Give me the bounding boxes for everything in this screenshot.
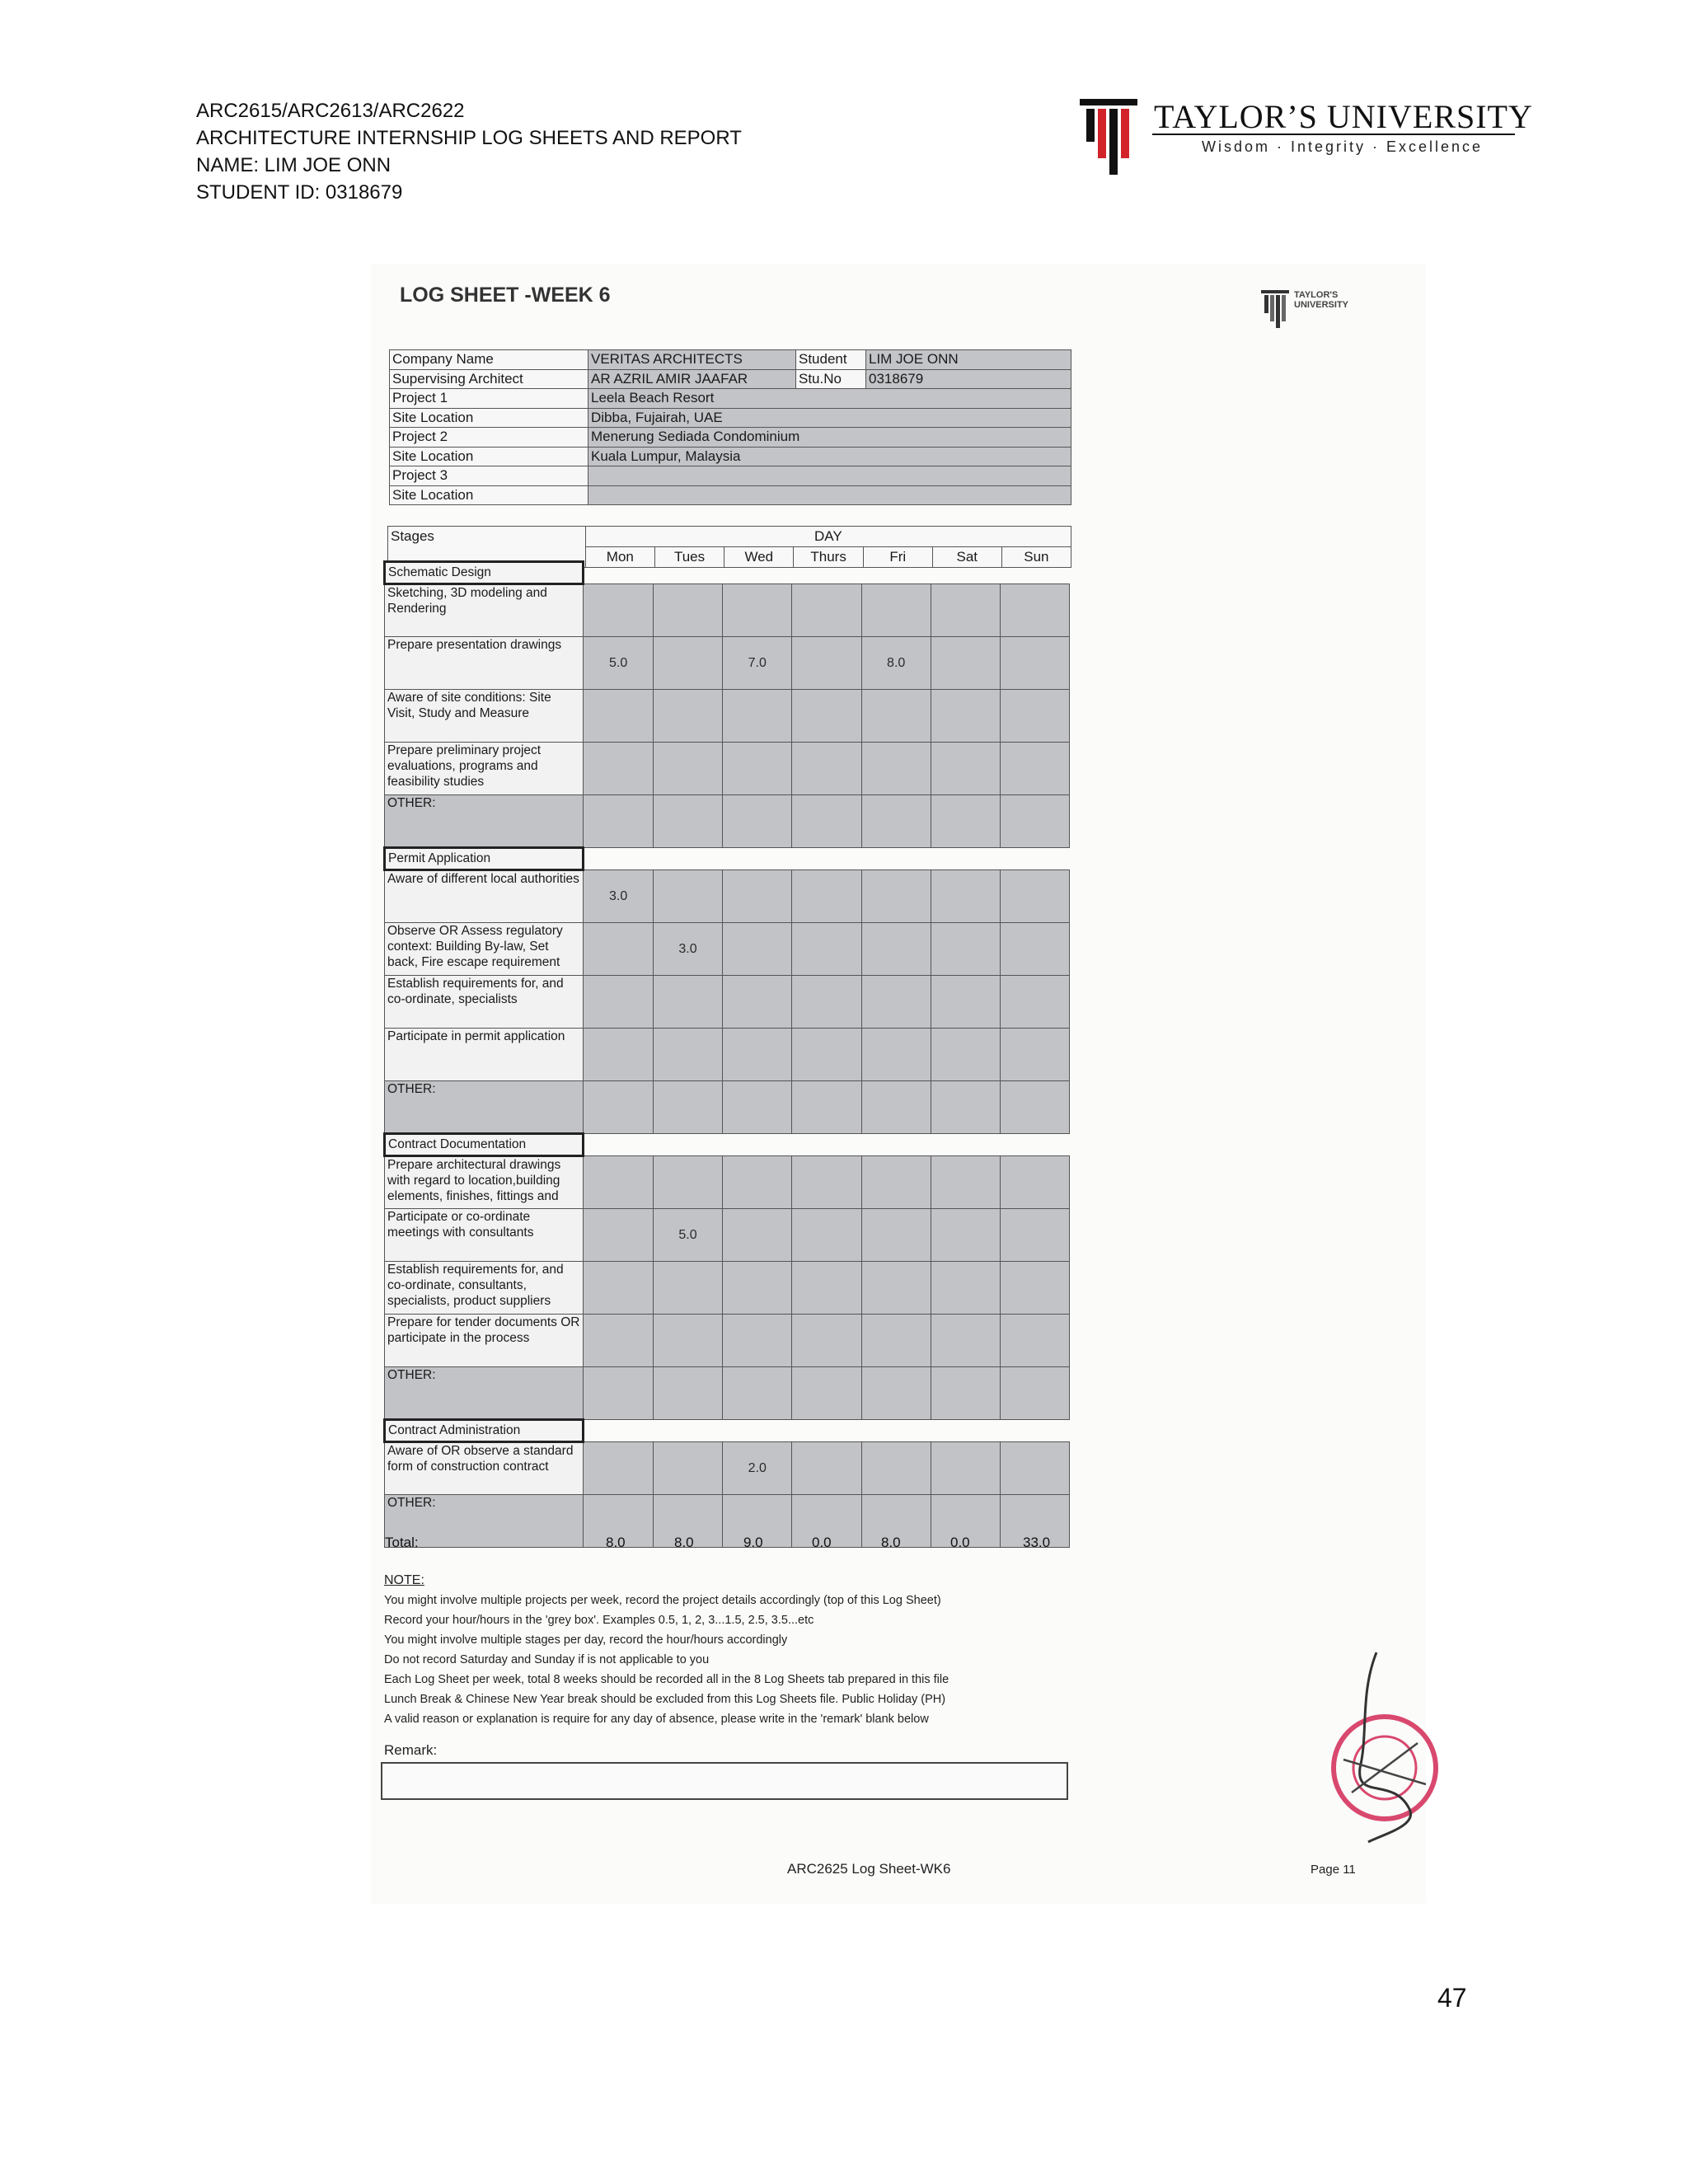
activity-label: Prepare preliminary project evaluations, programs and feasibility studies	[385, 743, 584, 795]
hours-cell[interactable]	[584, 1156, 653, 1209]
total-label: Total:	[385, 1535, 419, 1550]
hours-cell[interactable]	[653, 1367, 722, 1420]
activity-label: OTHER:	[385, 795, 584, 848]
day-header: Sun	[1001, 547, 1071, 568]
hours-cell[interactable]	[861, 870, 931, 923]
day-header: Sat	[932, 547, 1001, 568]
hours-cell[interactable]	[1000, 637, 1069, 690]
page-number: 47	[1437, 1983, 1467, 2013]
table-row	[385, 795, 1070, 848]
total-value: 9.0	[743, 1535, 763, 1550]
table-row	[385, 1442, 1070, 1495]
header-line: ARC2615/ARC2613/ARC2622	[196, 100, 465, 122]
table-row	[385, 1209, 1070, 1262]
hours-value: 5.0	[678, 1228, 697, 1242]
hours-cell[interactable]	[1000, 1209, 1069, 1262]
hours-cell[interactable]	[723, 1315, 792, 1367]
table-row	[385, 1156, 1070, 1209]
stages-header-row	[388, 527, 1071, 547]
hours-cell[interactable]	[584, 976, 653, 1029]
hours-cell[interactable]	[653, 1315, 722, 1367]
info-row	[390, 408, 1071, 428]
table-row	[385, 1029, 1070, 1081]
hours-cell[interactable]	[584, 1442, 653, 1495]
table-row	[385, 923, 1070, 976]
table-row	[385, 1367, 1070, 1420]
hours-cell[interactable]	[861, 1209, 931, 1262]
hours-cell[interactable]	[931, 1442, 1000, 1495]
table-row	[385, 743, 1070, 795]
info-label: Site Location	[390, 485, 588, 505]
day-header: Mon	[585, 547, 654, 568]
student-label: Student	[796, 350, 866, 370]
hours-cell[interactable]	[653, 1029, 722, 1081]
university-logo-icon	[1080, 97, 1137, 180]
hours-value: 7.0	[748, 656, 767, 670]
university-tagline: Wisdom · Integrity · Excellence	[1202, 138, 1484, 155]
hours-cell[interactable]	[723, 923, 792, 976]
hours-cell[interactable]	[653, 976, 722, 1029]
hours-cell[interactable]	[861, 690, 931, 743]
activity-label: Participate in permit application	[385, 1029, 584, 1081]
activity-label: Establish requirements for, and co-ordinate, consultants, specialists, product suppliers	[385, 1262, 584, 1315]
table-row	[385, 690, 1070, 743]
activity-label: Aware of different local authorities	[385, 870, 584, 923]
activity-label: OTHER:	[385, 1367, 584, 1420]
hours-cell[interactable]	[931, 743, 1000, 795]
hours-cell[interactable]	[1000, 976, 1069, 1029]
student-value: LIM JOE ONN	[866, 350, 1071, 370]
hours-cell[interactable]	[584, 1209, 653, 1262]
hours-cell[interactable]	[931, 923, 1000, 976]
section-spacer	[584, 1134, 1070, 1156]
hours-cell[interactable]	[1000, 1156, 1069, 1209]
section-title: Permit Application	[385, 848, 584, 870]
hours-value: 8.0	[887, 656, 906, 670]
document-header	[196, 97, 742, 206]
hours-cell[interactable]	[931, 1156, 1000, 1209]
note-line: You might involve multiple stages per day, record the hour/hours accordingly	[384, 1633, 788, 1647]
section-spacer	[584, 1420, 1070, 1442]
stuno-value: 0318679	[866, 369, 1071, 389]
hours-cell[interactable]	[861, 1081, 931, 1134]
university-logo	[1080, 97, 1533, 180]
hours-cell[interactable]	[584, 690, 653, 743]
table-row	[385, 637, 1070, 690]
info-row	[390, 466, 1071, 486]
total-value: 8.0	[606, 1535, 626, 1550]
section-title: Contract Documentation	[385, 1134, 584, 1156]
hours-cell[interactable]	[861, 743, 931, 795]
hours-cell[interactable]	[653, 584, 722, 637]
total-value: 33.0	[1023, 1535, 1051, 1550]
total-value: 0.0	[950, 1535, 970, 1550]
mini-logo-icon	[1261, 290, 1289, 330]
info-value: Kuala Lumpur, Malaysia	[588, 447, 1071, 466]
hours-cell[interactable]	[1000, 870, 1069, 923]
notes-block	[384, 1571, 1093, 1729]
stuno-label: Stu.No	[796, 369, 866, 389]
info-value: Leela Beach Resort	[588, 389, 1071, 409]
hours-cell[interactable]	[792, 976, 861, 1029]
info-row	[390, 428, 1071, 448]
table-row	[385, 976, 1070, 1029]
hours-cell[interactable]	[931, 1262, 1000, 1315]
info-label: Project 3	[390, 466, 588, 486]
info-label: Site Location	[390, 408, 588, 428]
notes-heading: NOTE:	[384, 1573, 424, 1587]
company-stamp-icon	[1311, 1644, 1459, 1850]
hours-cell[interactable]	[792, 1315, 861, 1367]
table-row	[385, 1315, 1070, 1367]
hours-cell[interactable]	[931, 584, 1000, 637]
hours-cell[interactable]	[1000, 1029, 1069, 1081]
hours-cell[interactable]	[1000, 690, 1069, 743]
hours-cell[interactable]	[584, 637, 653, 690]
hours-cell[interactable]	[931, 1367, 1000, 1420]
activity-label: Prepare for tender documents OR participate in the process	[385, 1315, 584, 1367]
hours-cell[interactable]	[723, 1262, 792, 1315]
mini-university-logo	[1261, 290, 1376, 331]
hours-cell[interactable]	[792, 743, 861, 795]
table-row	[385, 870, 1070, 923]
hours-cell[interactable]	[1000, 1367, 1069, 1420]
info-row	[390, 447, 1071, 466]
info-value	[588, 466, 1071, 486]
stages-table	[383, 560, 1070, 1548]
hours-cell[interactable]	[1000, 1315, 1069, 1367]
hours-cell[interactable]	[1000, 584, 1069, 637]
hours-cell[interactable]	[653, 743, 722, 795]
total-value: 0.0	[812, 1535, 832, 1550]
hours-cell[interactable]	[861, 584, 931, 637]
hours-cell[interactable]	[653, 1156, 722, 1209]
sheet-footer-page: Page 11	[1311, 1863, 1356, 1877]
hours-cell[interactable]	[1000, 743, 1069, 795]
header-line: ARCHITECTURE INTERNSHIP LOG SHEETS AND REPORT	[196, 127, 742, 149]
note-line: Each Log Sheet per week, total 8 weeks should be recorded all in the 8 Log Sheets tab prepared in this file	[384, 1673, 950, 1686]
hours-value: 3.0	[609, 889, 628, 903]
hours-cell[interactable]	[931, 870, 1000, 923]
hours-cell[interactable]	[1000, 1442, 1069, 1495]
info-value: Menerung Sediada Condominium	[588, 428, 1071, 448]
header-line: STUDENT ID: 0318679	[196, 181, 403, 204]
total-value: 8.0	[674, 1535, 694, 1550]
hours-cell[interactable]	[584, 1315, 653, 1367]
activity-label: OTHER:	[385, 1495, 584, 1548]
day-header: Tues	[654, 547, 724, 568]
hours-cell[interactable]	[723, 870, 792, 923]
hours-cell[interactable]	[792, 1262, 861, 1315]
day-header: Thurs	[794, 547, 863, 568]
info-row	[390, 485, 1071, 505]
activity-label: Aware of site conditions: Site Visit, Study and Measure	[385, 690, 584, 743]
hours-cell[interactable]	[723, 637, 792, 690]
hours-cell[interactable]	[584, 1029, 653, 1081]
hours-cell[interactable]	[723, 743, 792, 795]
hours-cell[interactable]	[723, 1081, 792, 1134]
note-line: Do not record Saturday and Sunday if is not applicable to you	[384, 1653, 710, 1666]
hours-cell[interactable]	[792, 1209, 861, 1262]
section-header-row	[385, 848, 1070, 870]
day-header: Wed	[724, 547, 794, 568]
hours-cell[interactable]	[861, 1315, 931, 1367]
hours-cell[interactable]	[653, 1262, 722, 1315]
total-value: 8.0	[881, 1535, 901, 1550]
section-header-row	[385, 1420, 1070, 1442]
hours-value: 3.0	[678, 942, 697, 956]
hours-cell[interactable]	[861, 795, 931, 848]
logo-divider	[1152, 134, 1515, 135]
hours-cell[interactable]	[584, 1262, 653, 1315]
section-spacer	[584, 562, 1070, 584]
hours-cell[interactable]	[723, 976, 792, 1029]
hours-cell[interactable]	[1000, 795, 1069, 848]
hours-cell[interactable]	[1000, 923, 1069, 976]
hours-cell[interactable]	[584, 584, 653, 637]
hours-cell[interactable]	[723, 1156, 792, 1209]
header-line: NAME: LIM JOE ONN	[196, 154, 392, 176]
hours-cell[interactable]	[861, 1367, 931, 1420]
hours-cell[interactable]	[653, 1081, 722, 1134]
note-line: A valid reason or explanation is require for any day of absence, please write in the 'remark' blank below	[384, 1713, 929, 1726]
hours-cell[interactable]	[584, 795, 653, 848]
info-label: Company Name	[390, 350, 588, 370]
university-name: TAYLOR’S UNIVERSITY	[1154, 98, 1533, 135]
note-line: Lunch Break & Chinese New Year break should be excluded from this Log Sheets file. Public Holiday (PH)	[384, 1693, 946, 1706]
day-header: Fri	[863, 547, 932, 568]
hours-cell[interactable]	[792, 795, 861, 848]
hours-cell[interactable]	[723, 1029, 792, 1081]
hours-cell[interactable]	[792, 637, 861, 690]
info-label: Site Location	[390, 447, 588, 466]
hours-cell[interactable]	[1000, 1262, 1069, 1315]
info-label: Project 1	[390, 389, 588, 409]
hours-cell[interactable]	[584, 1367, 653, 1420]
hours-cell[interactable]	[653, 923, 722, 976]
activity-label: Participate or co-ordinate meetings with consultants	[385, 1209, 584, 1262]
sheet-footer-code: ARC2625 Log Sheet-WK6	[787, 1861, 951, 1877]
info-value: AR AZRIL AMIR JAAFAR	[588, 369, 796, 389]
hours-cell[interactable]	[861, 1029, 931, 1081]
hours-cell[interactable]	[931, 637, 1000, 690]
hours-cell[interactable]	[792, 1081, 861, 1134]
mini-logo-text: TAYLOR'S UNIVERSITY	[1294, 290, 1349, 310]
log-sheet-title: LOG SHEET -WEEK 6	[400, 284, 611, 307]
table-row	[385, 584, 1070, 637]
info-row	[390, 389, 1071, 409]
hours-cell[interactable]	[931, 1315, 1000, 1367]
hours-cell[interactable]	[861, 1156, 931, 1209]
hours-cell[interactable]	[792, 1156, 861, 1209]
hours-cell[interactable]	[1000, 1081, 1069, 1134]
info-label: Project 2	[390, 428, 588, 448]
info-value: VERITAS ARCHITECTS	[588, 350, 796, 370]
hours-cell[interactable]	[723, 1209, 792, 1262]
activity-label: OTHER:	[385, 1081, 584, 1134]
info-row	[390, 350, 1071, 370]
hours-cell[interactable]	[861, 976, 931, 1029]
activity-label: Aware of OR observe a standard form of construction contract	[385, 1442, 584, 1495]
hours-cell[interactable]	[792, 923, 861, 976]
day-label: DAY	[585, 527, 1071, 547]
section-title: Contract Administration	[385, 1420, 584, 1442]
hours-cell[interactable]	[861, 637, 931, 690]
table-row	[385, 1262, 1070, 1315]
hours-cell[interactable]	[584, 870, 653, 923]
hours-cell[interactable]	[792, 584, 861, 637]
hours-cell[interactable]	[861, 1262, 931, 1315]
activity-label: Prepare architectural drawings with regard to location,building elements, finishes, fittings and	[385, 1156, 584, 1209]
section-title: Schematic Design	[385, 562, 584, 584]
hours-cell[interactable]	[653, 870, 722, 923]
note-line: You might involve multiple projects per week, record the project details accordingly (top of this Log Sheet)	[384, 1594, 941, 1607]
note-line: Record your hour/hours in the 'grey box'. Examples 0.5, 1, 2, 3...1.5, 2.5, 3.5...etc	[384, 1614, 814, 1627]
totals-row	[383, 1535, 1067, 1559]
hours-cell[interactable]	[723, 795, 792, 848]
hours-cell[interactable]	[792, 1029, 861, 1081]
hours-value: 2.0	[748, 1461, 767, 1475]
hours-cell[interactable]	[584, 923, 653, 976]
hours-cell[interactable]	[653, 690, 722, 743]
hours-cell[interactable]	[653, 1209, 722, 1262]
activity-label: Observe OR Assess regulatory context: Building By-law, Set back, Fire escape requirement	[385, 923, 584, 976]
hours-cell[interactable]	[931, 1081, 1000, 1134]
section-header-row	[385, 1134, 1070, 1156]
section-spacer	[584, 848, 1070, 870]
activity-label: Sketching, 3D modeling and Rendering	[385, 584, 584, 637]
stages-label: Stages	[388, 527, 586, 568]
hours-cell[interactable]	[931, 1209, 1000, 1262]
hours-cell[interactable]	[792, 690, 861, 743]
project-info-table	[389, 349, 1071, 505]
remark-label: Remark:	[384, 1742, 438, 1758]
hours-value: 5.0	[609, 656, 628, 670]
hours-cell[interactable]	[723, 1367, 792, 1420]
hours-cell[interactable]	[584, 743, 653, 795]
info-value	[588, 485, 1071, 505]
hours-cell[interactable]	[861, 1442, 931, 1495]
hours-cell[interactable]	[723, 1442, 792, 1495]
hours-cell[interactable]	[931, 795, 1000, 848]
activity-label: Prepare presentation drawings	[385, 637, 584, 690]
hours-cell[interactable]	[792, 1442, 861, 1495]
hours-cell[interactable]	[792, 1367, 861, 1420]
info-value: Dibba, Fujairah, UAE	[588, 408, 1071, 428]
remark-field[interactable]	[381, 1762, 1068, 1800]
info-label: Supervising Architect	[390, 369, 588, 389]
hours-cell[interactable]	[653, 1442, 722, 1495]
section-header-row	[385, 562, 1070, 584]
hours-cell[interactable]	[653, 795, 722, 848]
hours-cell[interactable]	[723, 690, 792, 743]
hours-cell[interactable]	[792, 870, 861, 923]
info-row	[390, 369, 1071, 389]
hours-cell[interactable]	[723, 584, 792, 637]
hours-cell[interactable]	[931, 690, 1000, 743]
hours-cell[interactable]	[861, 923, 931, 976]
hours-cell[interactable]	[653, 637, 722, 690]
hours-cell[interactable]	[931, 976, 1000, 1029]
table-row	[385, 1081, 1070, 1134]
hours-cell[interactable]	[931, 1029, 1000, 1081]
hours-cell[interactable]	[584, 1081, 653, 1134]
activity-label: Establish requirements for, and co-ordinate, specialists	[385, 976, 584, 1029]
